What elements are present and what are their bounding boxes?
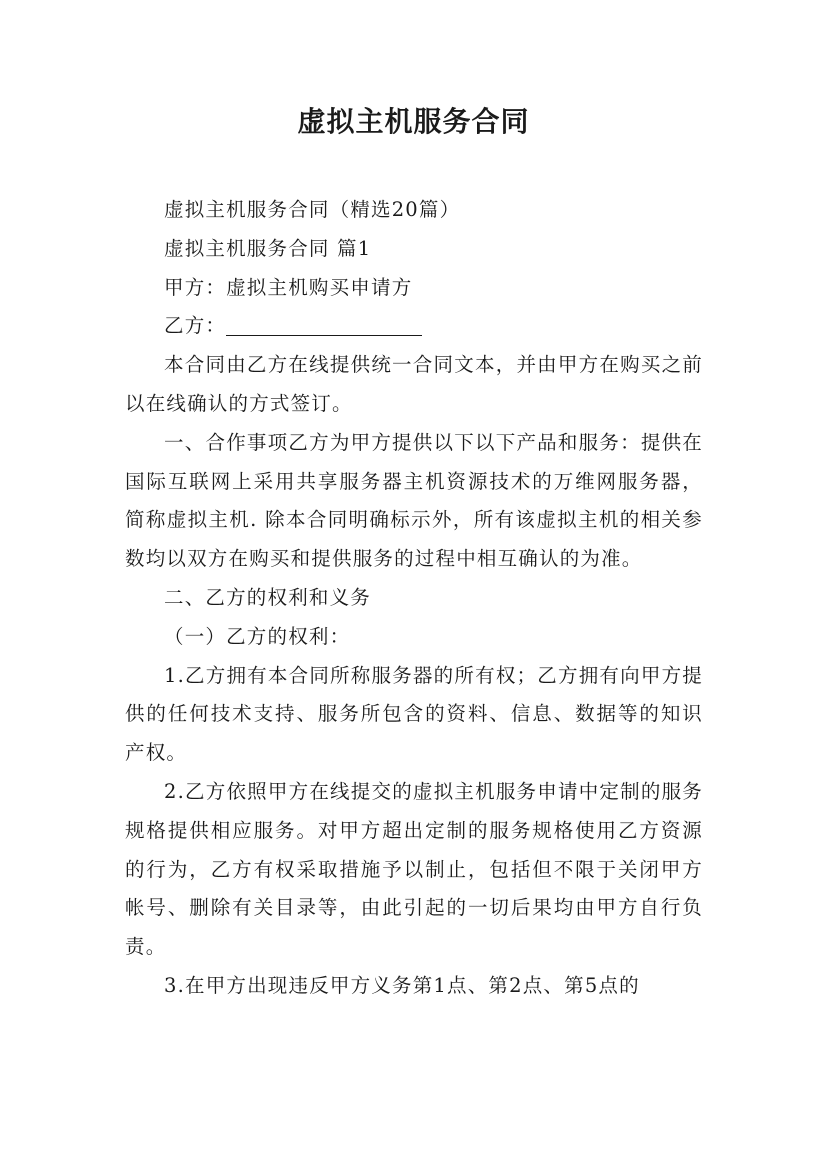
- subsection-heading: （一）乙方的权利：: [164, 624, 351, 648]
- section-heading: 二、乙方的权利和义务: [164, 585, 372, 609]
- body-paragraph: 2.乙方依照甲方在线提交的虚拟主机服务申请中定制的服务规格提供相应服务。对甲方超出定制的服务规格使用乙方资源的行为，乙方有权采取措施予以制止，包括但不限于关闭甲方帐号、删除有关目录等，由此引起的一切后果均由甲方自行负责。: [125, 779, 703, 959]
- party-b-label: 乙方：: [164, 314, 227, 338]
- body-paragraph: 本合同由乙方在线提供统一合同文本，并由甲方在购买之前以在线确认的方式签订。: [125, 353, 703, 415]
- subtitle-paragraph: 虚拟主机服务合同（精选20篇）: [164, 198, 461, 221]
- section-heading: 虚拟主机服务合同 篇1: [164, 236, 372, 260]
- body-paragraph: 1.乙方拥有本合同所称服务器的所有权；乙方拥有向甲方提供的任何技术支持、服务所包含的资料、信息、数据等的知识产权。: [125, 663, 703, 765]
- party-a-line: 甲方：虚拟主机购买申请方: [164, 275, 413, 299]
- body-paragraph: 3.在甲方出现违反甲方义务第1点、第2点、第5点的: [164, 973, 640, 997]
- document-body: [125, 191, 703, 1006]
- party-b-line: [125, 307, 703, 346]
- document-title: 虚拟主机服务合同: [297, 105, 530, 138]
- party-b-blank: [226, 311, 422, 336]
- body-paragraph: 一、合作事项乙方为甲方提供以下以下产品和服务：提供在国际互联网上采用共享服务器主机资源技术的万维网服务器，简称虚拟主机. 除本合同明确标示外，所有该虚拟主机的相关参数均以双方在购买和提供服务的过程中相互确认的为准。: [125, 430, 703, 571]
